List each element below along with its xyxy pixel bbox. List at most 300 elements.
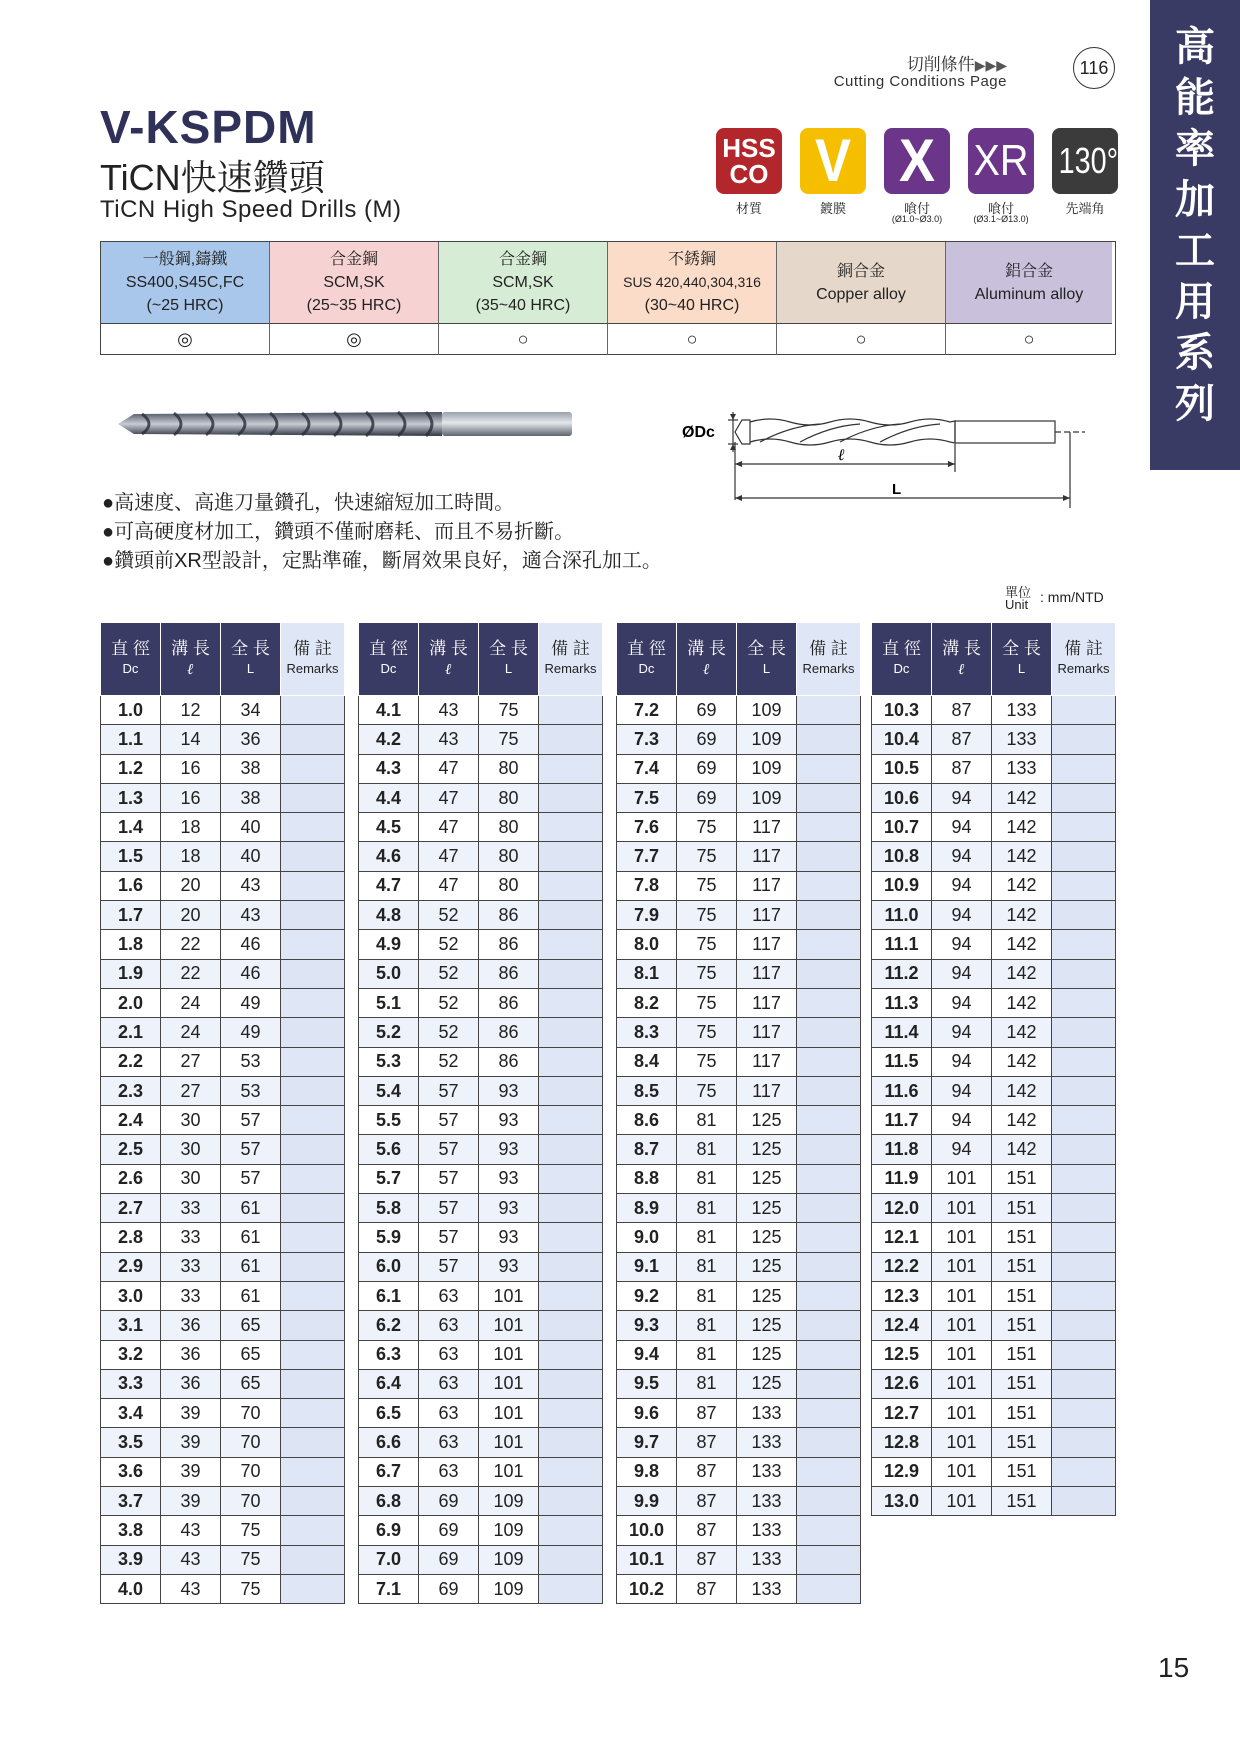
table-row (101, 1457, 345, 1486)
flute-length-cell: 69 (677, 725, 737, 754)
total-length-cell: 46 (221, 959, 281, 988)
diameter-cell: 12.7 (872, 1399, 932, 1428)
flute-length-cell: 47 (419, 813, 479, 842)
total-length-cell: 109 (737, 754, 797, 783)
side-tab-char: 能 (1175, 75, 1215, 121)
diameter-cell: 4.1 (359, 696, 419, 725)
material-text: SCM,SK (492, 274, 554, 291)
table-row (617, 1252, 861, 1281)
total-length-cell: 109 (479, 1574, 539, 1603)
remarks-cell (1052, 1399, 1116, 1428)
diameter-cell: 8.2 (617, 988, 677, 1017)
table-row (872, 696, 1116, 725)
material-cell (101, 242, 270, 323)
flute-length-cell: 94 (932, 1135, 992, 1164)
flute-length-cell: 87 (677, 1428, 737, 1457)
diameter-cell: 3.3 (101, 1369, 161, 1398)
table-row (872, 1106, 1116, 1135)
cutting-zh-label: 切削條件 (906, 55, 975, 74)
table-row (101, 696, 345, 725)
remarks-cell (1052, 901, 1116, 930)
diameter-cell: 6.3 (359, 1340, 419, 1369)
side-tab-char: 系 (1175, 330, 1215, 376)
total-length-cell: 93 (479, 1106, 539, 1135)
diameter-cell: 7.2 (617, 696, 677, 725)
total-length-cell: 133 (737, 1457, 797, 1486)
flute-length-cell: 81 (677, 1252, 737, 1281)
total-length-cell: 142 (992, 842, 1052, 871)
column-header: 備 註 Remarks (281, 623, 345, 696)
diameter-cell: 10.9 (872, 871, 932, 900)
diameter-cell: 11.8 (872, 1135, 932, 1164)
table-row (359, 1311, 603, 1340)
table-row (872, 783, 1116, 812)
total-length-cell: 142 (992, 813, 1052, 842)
table-row (101, 1487, 345, 1516)
remarks-cell (281, 959, 345, 988)
flute-length-cell: 101 (932, 1194, 992, 1223)
total-length-cell: 57 (221, 1135, 281, 1164)
material-cell (777, 242, 946, 323)
material-cell (608, 242, 777, 323)
table-row (101, 842, 345, 871)
flute-length-cell: 18 (161, 842, 221, 871)
column-header: 直 徑 Dc (101, 623, 161, 696)
table-row (359, 1047, 603, 1076)
column-header: 溝 長 ℓ (677, 623, 737, 696)
feature-line: ●可高硬度材加工，鑽頭不僅耐磨耗、而且不易折斷。 (102, 521, 575, 543)
badge-caption: 鍍膜 (819, 201, 846, 216)
side-tab-char: 列 (1175, 381, 1215, 427)
diameter-cell: 8.1 (617, 959, 677, 988)
remarks-cell (539, 1457, 603, 1486)
table-row (101, 1516, 345, 1545)
flute-length-cell: 94 (932, 783, 992, 812)
material-text: SUS 420,440,304,316 (623, 274, 761, 290)
table-row (872, 1399, 1116, 1428)
total-length-cell: 117 (737, 813, 797, 842)
table-row (617, 1428, 861, 1457)
total-length-cell: 125 (737, 1281, 797, 1310)
remarks-cell (281, 1340, 345, 1369)
table-row (359, 1457, 603, 1486)
diameter-cell: 11.4 (872, 1018, 932, 1047)
diameter-cell: 5.8 (359, 1194, 419, 1223)
diameter-cell: 1.2 (101, 754, 161, 783)
remarks-cell (281, 1106, 345, 1135)
total-length-cell: 38 (221, 754, 281, 783)
remarks-cell (797, 1574, 861, 1603)
table-row (617, 696, 861, 725)
flute-length-cell: 101 (932, 1311, 992, 1340)
diameter-cell: 10.6 (872, 783, 932, 812)
badge-text: HSS CO (722, 133, 776, 189)
flute-length-cell: 69 (419, 1487, 479, 1516)
flute-length-cell: 94 (932, 901, 992, 930)
diameter-cell: 9.7 (617, 1428, 677, 1457)
flute-length-cell: 87 (677, 1457, 737, 1486)
flute-length-cell: 39 (161, 1457, 221, 1486)
total-length-cell: 93 (479, 1135, 539, 1164)
size-table (358, 622, 603, 1604)
diameter-cell: 9.4 (617, 1340, 677, 1369)
flute-length-cell: 75 (677, 1047, 737, 1076)
remarks-cell (281, 1457, 345, 1486)
total-length-cell: 101 (479, 1340, 539, 1369)
remarks-cell (281, 783, 345, 812)
table-row (872, 1164, 1116, 1193)
suitability-mark: ○ (608, 323, 777, 355)
diameter-cell: 6.7 (359, 1457, 419, 1486)
flute-length-cell: 94 (932, 1106, 992, 1135)
table-row (617, 988, 861, 1017)
total-length-cell: 125 (737, 1194, 797, 1223)
page-number: 15 (1158, 1652, 1190, 1683)
column-header: 全 長 L (737, 623, 797, 696)
remarks-cell (797, 1018, 861, 1047)
total-length-cell: 101 (479, 1281, 539, 1310)
total-length-cell: 86 (479, 1047, 539, 1076)
remarks-cell (797, 725, 861, 754)
flute-length-cell: 22 (161, 930, 221, 959)
total-length-cell: 117 (737, 959, 797, 988)
total-length-cell: 86 (479, 1018, 539, 1047)
remarks-cell (797, 959, 861, 988)
table-row (101, 988, 345, 1017)
total-length-cell: 93 (479, 1252, 539, 1281)
flute-length-cell: 81 (677, 1369, 737, 1398)
product-code: V-KSPDM (100, 101, 317, 153)
flute-length-cell: 75 (677, 1076, 737, 1105)
flute-length-cell: 81 (677, 1311, 737, 1340)
table-row (101, 1340, 345, 1369)
remarks-cell (281, 1369, 345, 1398)
flute-length-cell: 75 (677, 930, 737, 959)
table-row (872, 754, 1116, 783)
diameter-cell: 3.2 (101, 1340, 161, 1369)
remarks-cell (281, 930, 345, 959)
material-text: (35~40 HRC) (475, 297, 571, 314)
side-category-tab (1150, 0, 1240, 470)
unit-value: : mm/NTD (1040, 589, 1104, 605)
remarks-cell (797, 813, 861, 842)
flute-length-cell: 43 (161, 1516, 221, 1545)
diameter-cell: 3.4 (101, 1399, 161, 1428)
flute-length-cell: 94 (932, 930, 992, 959)
diameter-cell: 1.1 (101, 725, 161, 754)
total-length-cell: 80 (479, 783, 539, 812)
flute-length-cell: 94 (932, 959, 992, 988)
size-table (100, 622, 345, 1604)
flute-length-cell: 75 (677, 988, 737, 1017)
remarks-cell (1052, 1369, 1116, 1398)
remarks-cell (1052, 1164, 1116, 1193)
remarks-cell (281, 1281, 345, 1310)
flute-length-cell: 43 (419, 725, 479, 754)
flute-length-cell: 63 (419, 1399, 479, 1428)
remarks-cell (281, 871, 345, 900)
spec-badge (800, 128, 866, 194)
total-length-cell: 80 (479, 871, 539, 900)
remarks-cell (797, 1252, 861, 1281)
flute-length-cell: 27 (161, 1076, 221, 1105)
remarks-cell (539, 1018, 603, 1047)
side-tab-char: 高 (1175, 24, 1215, 70)
table-row (872, 1487, 1116, 1516)
total-length-cell: 142 (992, 901, 1052, 930)
diameter-cell: 7.5 (617, 783, 677, 812)
table-row (617, 813, 861, 842)
total-length-cell: 70 (221, 1487, 281, 1516)
total-length-cell: 86 (479, 901, 539, 930)
table-row (617, 783, 861, 812)
table-row (872, 813, 1116, 842)
diameter-cell: 8.0 (617, 930, 677, 959)
flute-length-cell: 81 (677, 1223, 737, 1252)
flute-length-cell: 36 (161, 1369, 221, 1398)
flute-length-cell: 69 (419, 1545, 479, 1574)
flute-length-cell: 47 (419, 871, 479, 900)
remarks-cell (797, 783, 861, 812)
table-row (359, 1106, 603, 1135)
remarks-cell (1052, 1487, 1116, 1516)
table-row (359, 1194, 603, 1223)
remarks-cell (797, 1194, 861, 1223)
flute-length-cell: 87 (932, 754, 992, 783)
remarks-cell (539, 1252, 603, 1281)
remarks-cell (797, 1545, 861, 1574)
diameter-cell: 9.5 (617, 1369, 677, 1398)
total-length-cell: 53 (221, 1047, 281, 1076)
table-row (872, 1252, 1116, 1281)
total-length-cell: 43 (221, 901, 281, 930)
table-row (617, 1164, 861, 1193)
material-text: 鋁合金 (1004, 262, 1053, 280)
flute-length-cell: 101 (932, 1457, 992, 1486)
remarks-cell (539, 1574, 603, 1603)
total-length-cell: 40 (221, 842, 281, 871)
diameter-cell: 2.5 (101, 1135, 161, 1164)
material-text: 合金鋼 (498, 251, 547, 268)
remarks-cell (281, 1047, 345, 1076)
diameter-cell: 10.2 (617, 1574, 677, 1603)
suitability-mark: ◎ (270, 323, 439, 355)
remarks-cell (281, 1223, 345, 1252)
remarks-cell (539, 988, 603, 1017)
flute-length-cell: 87 (932, 725, 992, 754)
flute-length-label: ℓ (838, 445, 845, 464)
side-tab-char: 加 (1175, 177, 1215, 223)
table-row (617, 1516, 861, 1545)
total-length-cell: 117 (737, 871, 797, 900)
material-text: Copper alloy (816, 285, 906, 303)
flute-length-cell: 69 (677, 696, 737, 725)
total-length-cell: 109 (737, 725, 797, 754)
remarks-cell (1052, 813, 1116, 842)
total-length-cell: 93 (479, 1164, 539, 1193)
column-header: 全 長 L (992, 623, 1052, 696)
diameter-cell: 12.8 (872, 1428, 932, 1457)
table-row (101, 1369, 345, 1398)
table-row (359, 1018, 603, 1047)
badge-text: XR (973, 136, 1029, 185)
table-row (872, 1457, 1116, 1486)
diameter-cell: 12.1 (872, 1223, 932, 1252)
remarks-cell (797, 1076, 861, 1105)
total-length-label: L (892, 481, 902, 498)
diameter-cell: 1.9 (101, 959, 161, 988)
flute-length-cell: 63 (419, 1340, 479, 1369)
diameter-cell: 8.9 (617, 1194, 677, 1223)
diameter-cell: 8.7 (617, 1135, 677, 1164)
flute-length-cell: 52 (419, 930, 479, 959)
diameter-cell: 3.9 (101, 1545, 161, 1574)
table-row (359, 1164, 603, 1193)
flute-length-cell: 63 (419, 1281, 479, 1310)
flute-length-cell: 81 (677, 1194, 737, 1223)
remarks-cell (1052, 696, 1116, 725)
remarks-cell (281, 1487, 345, 1516)
total-length-cell: 151 (992, 1281, 1052, 1310)
diameter-cell: 3.6 (101, 1457, 161, 1486)
flute-length-cell: 94 (932, 1018, 992, 1047)
diameter-cell: 6.5 (359, 1399, 419, 1428)
total-length-cell: 151 (992, 1457, 1052, 1486)
total-length-cell: 142 (992, 1018, 1052, 1047)
unit-label-en: Unit (1005, 597, 1029, 612)
diameter-cell: 6.1 (359, 1281, 419, 1310)
remarks-cell (539, 1223, 603, 1252)
diameter-cell: 9.6 (617, 1399, 677, 1428)
remarks-cell (539, 842, 603, 871)
remarks-cell (797, 1340, 861, 1369)
badge-caption: 材質 (735, 201, 762, 216)
flute-length-cell: 30 (161, 1135, 221, 1164)
column-header: 備 註 Remarks (1052, 623, 1116, 696)
remarks-cell (797, 1223, 861, 1252)
badge-caption: 喰付 (903, 201, 930, 216)
material-text: 銅合金 (836, 262, 885, 280)
diameter-cell: 1.0 (101, 696, 161, 725)
flute-length-cell: 101 (932, 1340, 992, 1369)
total-length-cell: 65 (221, 1369, 281, 1398)
remarks-cell (797, 1047, 861, 1076)
remarks-cell (1052, 930, 1116, 959)
total-length-cell: 61 (221, 1194, 281, 1223)
total-length-cell: 49 (221, 988, 281, 1017)
table-row (617, 1457, 861, 1486)
flute-length-cell: 94 (932, 988, 992, 1017)
flute-length-cell: 57 (419, 1164, 479, 1193)
diameter-cell: 12.3 (872, 1281, 932, 1310)
remarks-cell (797, 1106, 861, 1135)
diameter-cell: 10.3 (872, 696, 932, 725)
total-length-cell: 70 (221, 1428, 281, 1457)
diameter-cell: 7.6 (617, 813, 677, 842)
remarks-cell (539, 1135, 603, 1164)
column-header: 備 註 Remarks (539, 623, 603, 696)
flute-length-cell: 75 (677, 842, 737, 871)
table-row (872, 1135, 1116, 1164)
total-length-cell: 125 (737, 1135, 797, 1164)
total-length-cell: 109 (479, 1487, 539, 1516)
table-row (617, 1487, 861, 1516)
diameter-cell: 11.1 (872, 930, 932, 959)
remarks-cell (281, 1194, 345, 1223)
table-row (359, 1369, 603, 1398)
material-cell (946, 242, 1112, 323)
total-length-cell: 151 (992, 1311, 1052, 1340)
suitability-mark: ○ (439, 323, 608, 355)
total-length-cell: 151 (992, 1428, 1052, 1457)
diameter-cell: 5.0 (359, 959, 419, 988)
drill-photo (112, 398, 582, 452)
total-length-cell: 117 (737, 930, 797, 959)
remarks-cell (797, 871, 861, 900)
flute-length-cell: 52 (419, 988, 479, 1017)
total-length-cell: 117 (737, 901, 797, 930)
table-row (359, 1516, 603, 1545)
flute-length-cell: 63 (419, 1311, 479, 1340)
flute-length-cell: 75 (677, 871, 737, 900)
table-row (872, 1047, 1116, 1076)
diameter-cell: 2.0 (101, 988, 161, 1017)
total-length-cell: 142 (992, 783, 1052, 812)
remarks-cell (539, 725, 603, 754)
suitability-mark: ○ (777, 323, 946, 355)
table-row (617, 871, 861, 900)
cutting-page-ref[interactable]: 116 (1073, 47, 1115, 89)
diameter-cell: 8.6 (617, 1106, 677, 1135)
flute-length-cell: 43 (161, 1545, 221, 1574)
material-text: (~25 HRC) (146, 297, 224, 314)
remarks-cell (1052, 1252, 1116, 1281)
flute-length-cell: 33 (161, 1281, 221, 1310)
flute-length-cell: 52 (419, 1018, 479, 1047)
diameter-cell: 11.5 (872, 1047, 932, 1076)
diameter-cell: 8.8 (617, 1164, 677, 1193)
diameter-cell: 6.9 (359, 1516, 419, 1545)
remarks-cell (797, 842, 861, 871)
diameter-cell: 10.1 (617, 1545, 677, 1574)
total-length-cell: 101 (479, 1311, 539, 1340)
remarks-cell (281, 1399, 345, 1428)
flute-length-cell: 43 (419, 696, 479, 725)
column-header: 全 長 L (221, 623, 281, 696)
flute-length-cell: 87 (932, 696, 992, 725)
remarks-cell (539, 871, 603, 900)
diameter-cell: 12.0 (872, 1194, 932, 1223)
diameter-cell: 4.6 (359, 842, 419, 871)
remarks-cell (1052, 1047, 1116, 1076)
table-row (872, 725, 1116, 754)
diameter-cell: 8.5 (617, 1076, 677, 1105)
flute-length-cell: 101 (932, 1487, 992, 1516)
total-length-cell: 142 (992, 1076, 1052, 1105)
diameter-cell: 8.4 (617, 1047, 677, 1076)
flute-length-cell: 69 (419, 1574, 479, 1603)
total-length-cell: 80 (479, 754, 539, 783)
remarks-cell (1052, 1223, 1116, 1252)
flute-length-cell: 12 (161, 696, 221, 725)
remarks-cell (281, 1311, 345, 1340)
remarks-cell (539, 1047, 603, 1076)
remarks-cell (797, 754, 861, 783)
table-row (359, 696, 603, 725)
flute-length-cell: 47 (419, 783, 479, 812)
remarks-cell (281, 696, 345, 725)
remarks-cell (797, 1399, 861, 1428)
